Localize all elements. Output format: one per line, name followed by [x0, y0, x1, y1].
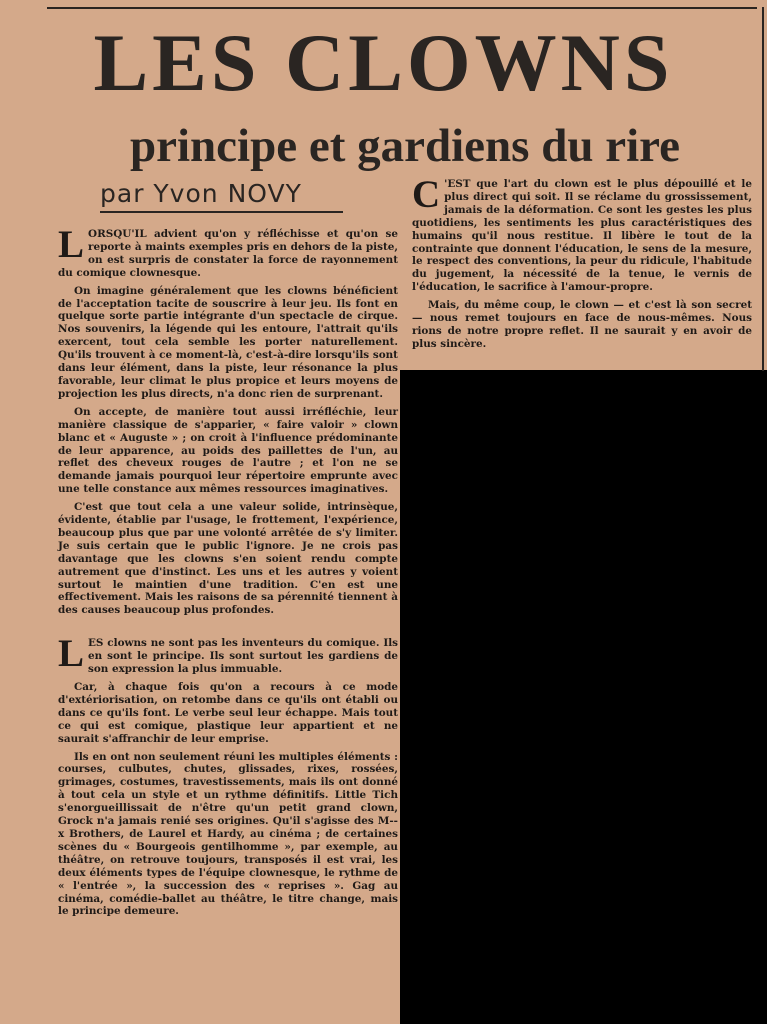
- drop-cap: L: [58, 223, 85, 266]
- top-rule: [47, 7, 757, 9]
- drop-cap: C: [412, 173, 441, 216]
- article-byline: par Yvon NOVY: [100, 179, 302, 208]
- article-title: LES CLOWNS: [93, 17, 674, 108]
- byline-underline: [100, 211, 343, 213]
- paragraph: Ils en ont non seulement réuni les multiples éléments : courses, culbutes, chutes, glissades, rixes, rossées, grimages, costumes, travestissements, mais ils ont donné à tout cela un style et un rythme définitifs. Little Tich s'enorgueillissait de n'être qu'un petit grand clown, Grock n'a jamais renié ses origines. Qu'il s'agisse des M--x Brothers, de Laurel et Hardy, au cinéma ; de certaines scènes du « Bourgeois gentilhomme », par exemple, au théâtre, on retrouve toujours, transposés il est vrai, les deux éléments types de l'équipe clownesque, le rythme de « l'entrée », la succession des « reprises ». Gag au cinéma, comédie-ballet au théâtre, le titre change, mais le principe demeure.: [58, 750, 398, 918]
- paragraph: [412, 173, 752, 294]
- blank-black-area: [400, 370, 767, 1024]
- paragraph-text: ES clowns ne sont pas les inventeurs du comique. Ils en sont le principe. Ils sont surtout les gardiens de son expression la plus immuable.: [88, 637, 398, 676]
- paragraph: On accepte, de manière tout aussi irréfléchie, leur manière classique de s'apparier, « faire valoir » clown blanc et « Auguste » ; on croit à l'influence prédominante de leur apparence, au poids des paillettes de l'un, au reflet des cheveux rouges de l'autre ; et l'on ne se demande jamais pourquoi leur répertoire emprunte avec une telle constance aux mêmes ressources imaginatives.: [58, 405, 398, 496]
- paragraph: On imagine généralement que les clowns bénéficient de l'acceptation tacite de souscrire à leur jeu. Ils font en quelque sorte partie intégrante d'un spectacle de cirque. Nos souvenirs, la légende qui les entoure, l'attrait qu'ils exercent, tout cela semble les porter naturellement. Qu'ils trouvent à ce moment-là, c'est-à-dire lorsqu'ils sont dans leur élément, dans la piste, leur résonance la plus favorable, leur climat le plus propice et leurs moyens de projection les plus directs, n'a donc rien de surprenant.: [58, 284, 398, 400]
- section-separator: [58, 617, 398, 637]
- drop-cap: L: [58, 632, 85, 676]
- paragraph: [58, 223, 398, 280]
- left-column: [58, 223, 398, 918]
- paragraph: Car, à chaque fois qu'on a recours à ce mode d'extériorisation, on retombe dans ce qu'ils ont établi ou dans ce qu'ils font. Le verbe seul leur échappe. Mais tout ce qui est comique, plastique leur appartient et ne saurait s'affranchir de leur emprise.: [58, 681, 398, 745]
- paragraph-text: ORSQU'IL advient qu'on y réfléchisse et qu'on se reporte à maints exemples pris en dehors de la piste, on est surpris de constater la force de rayonnement du comique clownesque.: [58, 228, 398, 279]
- paragraph: [58, 632, 398, 676]
- paragraph: C'est que tout cela a une valeur solide, intrinsèque, évidente, établie par l'usage, le frottement, l'expérience, beaucoup plus que par une volonté arrêtée de s'y limiter. Je suis certain que le public l'ignore. Je ne crois pas davantage que les clowns s'en soient rendu compte autrement que d'instinct. Les uns et les autres y voient surtout le maintien d'une tradition. C'en est une effectivement. Mais les raisons de sa pérennité tiennent à des causes beaucoup plus profondes.: [58, 501, 398, 617]
- right-column: [412, 173, 752, 351]
- article-subtitle: principe et gardiens du rire: [129, 120, 681, 172]
- paragraph: Mais, du même coup, le clown — et c'est là son secret — nous remet toujours en face de nous-mêmes. Nous rions de notre propre reflet. Il ne saurait y en avoir de plus sincère.: [412, 299, 752, 350]
- paragraph-text: 'EST que l'art du clown est le plus dépouillé et le plus direct qui soit. Il se réclame du grossissement, jamais de la déformation. Ce sont les gestes les plus quotidiens, les sentiments les plus caractéristiques des humains qu'il nous restitue. Il libère le tout de la contrainte que donnent l'éducation, le sens de la mesure, le respect des conventions, la peur du ridicule, l'habitude du jugement, la nécessité de la tenue, le vernis de l'éducation, le sacrifice à l'amour-propre.: [412, 178, 752, 294]
